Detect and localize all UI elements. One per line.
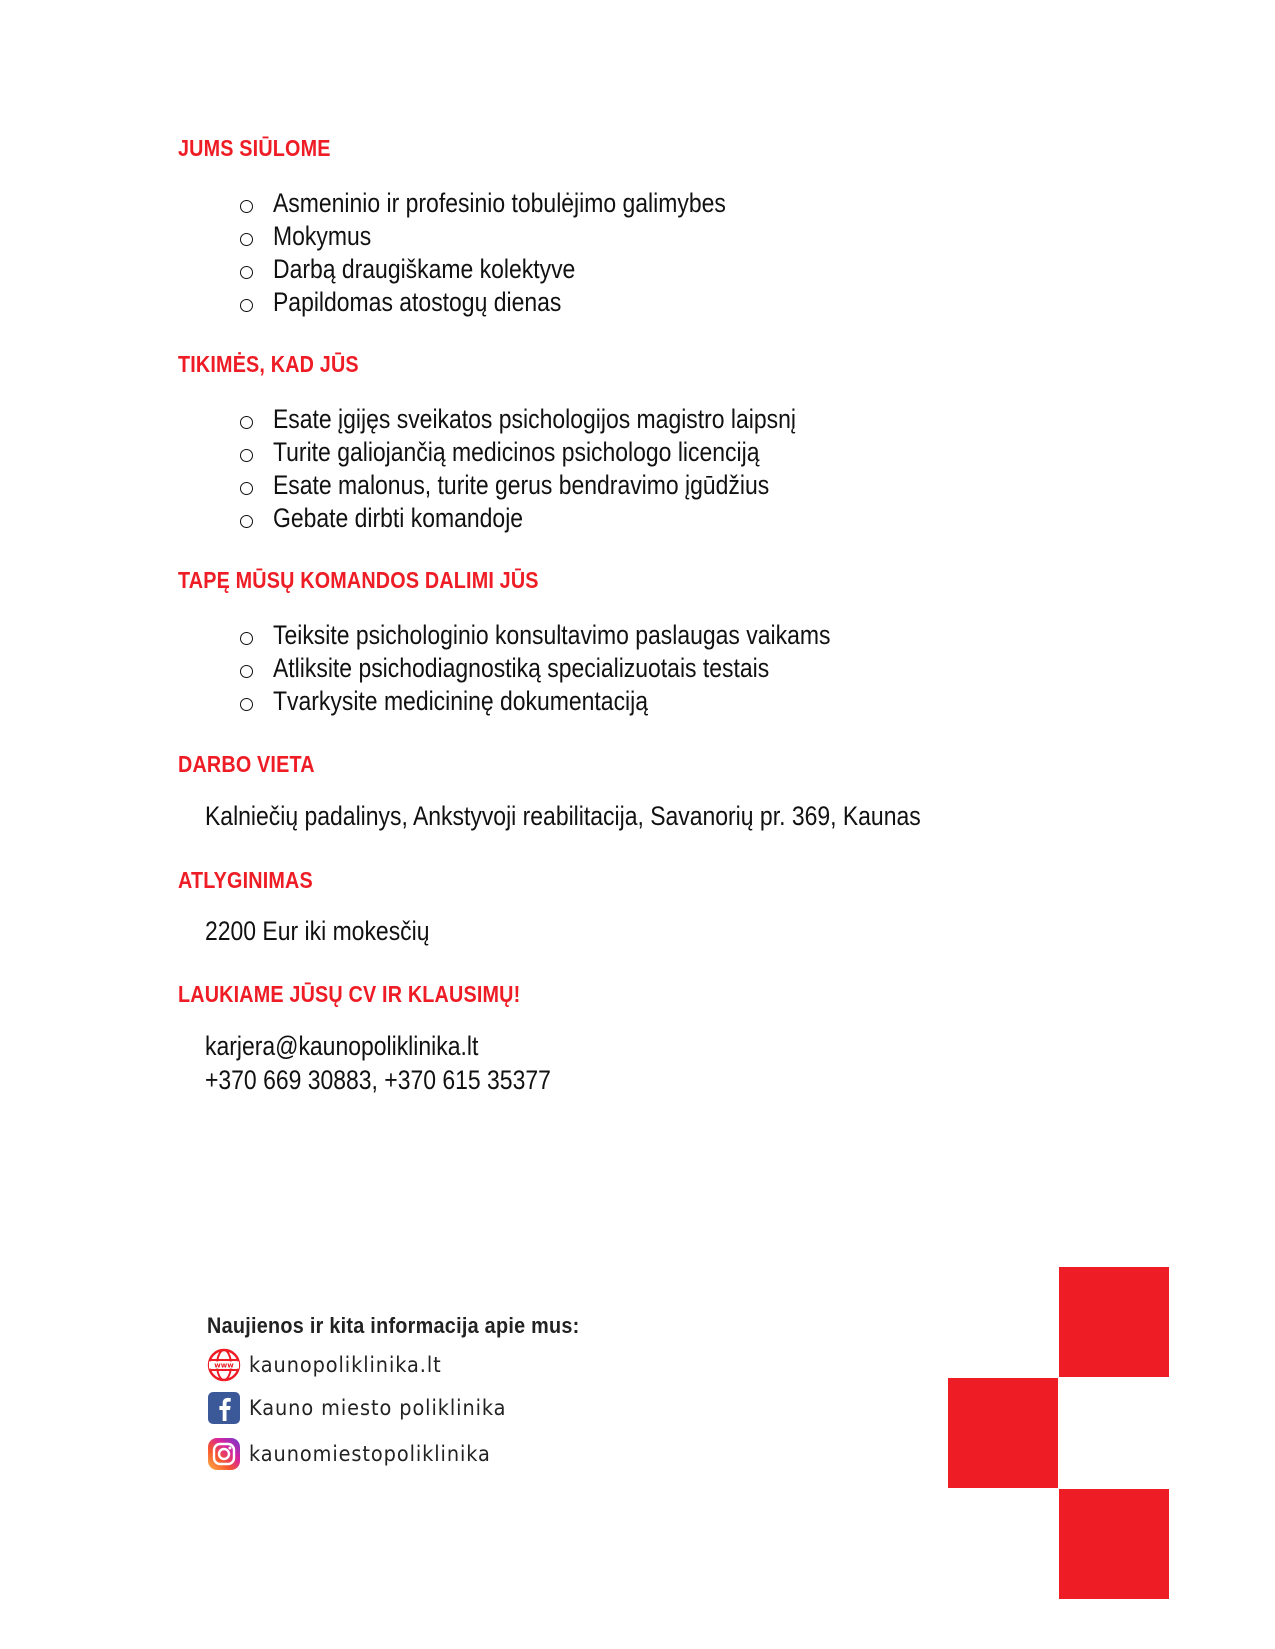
duties-list: [240, 619, 929, 718]
circle-bullet-icon: [240, 233, 253, 246]
list-item: Asmeninio ir profesinio tobulėjimo galimybes: [240, 187, 806, 220]
website-link[interactable]: [207, 1347, 458, 1383]
list-item: Esate malonus, turite gerus bendravimo įgūdžius: [240, 469, 888, 502]
facebook-icon: [207, 1391, 241, 1425]
circle-bullet-icon: [240, 698, 253, 711]
circle-bullet-icon: [240, 299, 253, 312]
list-item: Tvarkysite medicininę dokumentaciją: [240, 685, 929, 718]
decorative-red-square: [1059, 1267, 1169, 1377]
facebook-link[interactable]: [207, 1390, 529, 1426]
expect-list: [240, 403, 888, 535]
instagram-text: kaunomiestopoliklinika: [249, 1442, 491, 1466]
duties-heading: TAPĘ MŪSŲ KOMANDOS DALIMI JŪS: [178, 567, 539, 593]
list-item: Mokymus: [240, 220, 806, 253]
list-item: Atliksite psichodiagnostiką specializuotais testais: [240, 652, 929, 685]
decorative-red-square: [948, 1378, 1058, 1488]
contact-heading: LAUKIAME JŪSŲ CV IR KLAUSIMŲ!: [178, 981, 521, 1007]
list-item: Teiksite psichologinio konsultavimo paslaugas vaikams: [240, 619, 929, 652]
salary-heading: ATLYGINIMAS: [178, 867, 313, 893]
contact-phones[interactable]: +370 669 30883, +370 615 35377: [205, 1065, 551, 1095]
website-text: kaunopoliklinika.lt: [249, 1353, 442, 1377]
footer-title: Naujienos ir kita informacija apie mus:: [207, 1313, 580, 1338]
circle-bullet-icon: [240, 632, 253, 645]
list-item: Darbą draugiškame kolektyve: [240, 253, 806, 286]
circle-bullet-icon: [240, 482, 253, 495]
list-item: Papildomas atostogų dienas: [240, 286, 806, 319]
decorative-red-square: [1059, 1489, 1169, 1599]
list-item: Gebate dirbti komandoje: [240, 502, 888, 535]
workplace-address: Kalniečių padalinys, Ankstyvoji reabilitacija, Savanorių pr. 369, Kaunas: [205, 801, 921, 831]
circle-bullet-icon: [240, 266, 253, 279]
circle-bullet-icon: [240, 515, 253, 528]
salary-value: 2200 Eur iki mokesčių: [205, 916, 430, 946]
list-item: Esate įgijęs sveikatos psichologijos magistro laipsnį: [240, 403, 888, 436]
expect-heading: TIKIMĖS, KAD JŪS: [178, 351, 359, 377]
facebook-text: Kauno miesto poliklinika: [249, 1396, 507, 1420]
circle-bullet-icon: [240, 200, 253, 213]
instagram-link[interactable]: [207, 1436, 512, 1472]
circle-bullet-icon: [240, 416, 253, 429]
circle-bullet-icon: [240, 665, 253, 678]
offer-list: [240, 187, 806, 319]
workplace-heading: DARBO VIETA: [178, 751, 315, 777]
circle-bullet-icon: [240, 449, 253, 462]
instagram-icon: [207, 1437, 241, 1471]
offer-heading: JUMS SIŪLOME: [178, 135, 331, 161]
contact-email[interactable]: karjera@kaunopoliklinika.lt: [205, 1031, 479, 1061]
svg-text:www: www: [214, 1361, 234, 1370]
list-item: Turite galiojančią medicinos psichologo licenciją: [240, 436, 888, 469]
www-globe-icon: [207, 1348, 241, 1382]
